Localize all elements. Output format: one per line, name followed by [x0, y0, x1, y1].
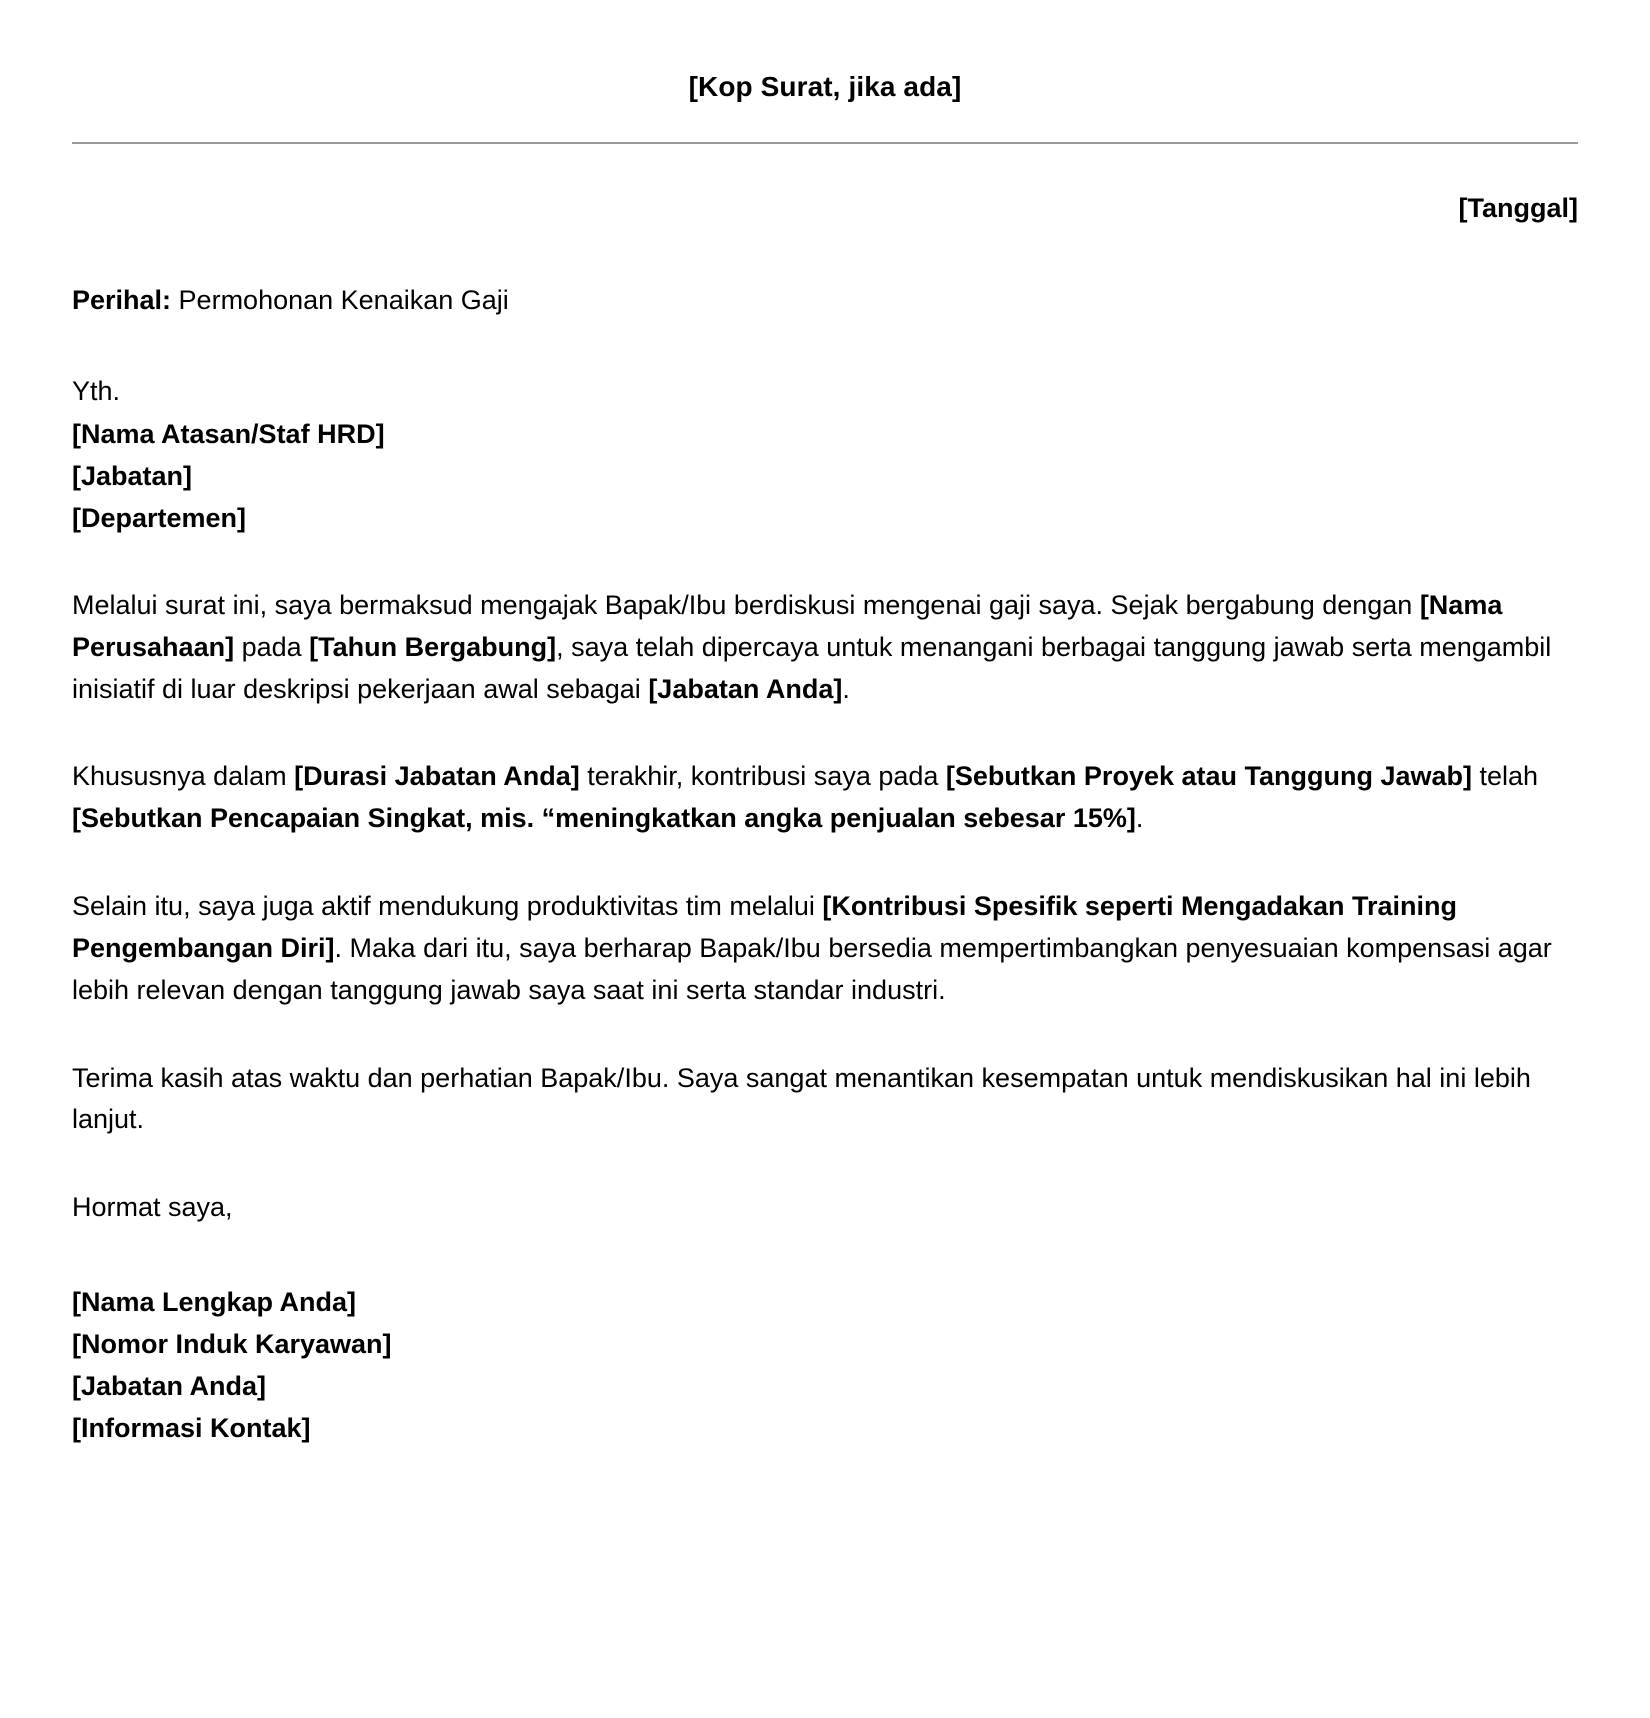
p1-text-2: pada: [234, 631, 310, 662]
p1-text-4: .: [842, 673, 850, 704]
addressee-position: [Jabatan]: [72, 460, 193, 491]
signature-name: [Nama Lengkap Anda]: [72, 1287, 357, 1318]
p3-placeholder-specific-contribution: [Kontribusi Spesifik seperti Mengadakan Training Pengembangan Diri]: [72, 891, 1458, 963]
subject-label: Perihal:: [72, 285, 172, 316]
p2-text-2: terakhir, kontribusi saya pada: [579, 761, 946, 792]
p1-text-1: Melalui surat ini, saya bermaksud mengajak Bapak/Ibu berdiskusi mengenai gaji saya. Sejak bergabung dengan: [72, 589, 1420, 620]
p2-placeholder-achievement: [Sebutkan Pencapaian Singkat, mis. “meningkatkan angka penjualan sebesar 15%]: [72, 803, 1136, 834]
p1-placeholder-your-position: [Jabatan Anda]: [648, 673, 843, 704]
date-field: [Tanggal]: [1458, 192, 1578, 223]
addressee-block: [72, 370, 1578, 538]
p2-text-4: .: [1135, 803, 1144, 834]
subject-line: [72, 283, 1578, 318]
p2-placeholder-project: [Sebutkan Proyek atau Tanggung Jawab]: [945, 761, 1472, 792]
header-divider: [72, 142, 1578, 144]
p1-placeholder-company: [Nama Perusahaan]: [72, 589, 1503, 662]
p1-text-3: , saya telah dipercaya untuk menangani berbagai tanggung jawab serta mengambil inisiatif di luar deskripsi pekerjaan awal sebagai: [72, 631, 1552, 704]
subject-value: Permohonan Kenaikan Gaji: [171, 285, 509, 316]
signature-employee-id: [Nomor Induk Karyawan]: [72, 1329, 392, 1360]
signature-block: [72, 1281, 1578, 1449]
p3-text-1: Selain itu, saya juga aktif mendukung produktivitas tim melalui: [72, 891, 823, 922]
signature-contact: [Informasi Kontak]: [72, 1413, 311, 1444]
letterhead-title: [Kop Surat, jika ada]: [688, 71, 962, 102]
p1-placeholder-join-year: [Tahun Bergabung]: [309, 631, 557, 662]
p2-placeholder-tenure: [Durasi Jabatan Anda]: [294, 761, 580, 792]
p4-text-1: Terima kasih atas waktu dan perhatian Bapak/Ibu. Saya sangat menantikan kesempatan untuk mendiskusikan hal ini lebih lanjut.: [72, 1062, 1531, 1135]
paragraph-contributions: [72, 756, 1578, 840]
addressee-name: [Nama Atasan/Staf HRD]: [72, 418, 385, 449]
paragraph-thanks: [72, 1058, 1578, 1142]
p2-text-3: telah: [1472, 761, 1539, 792]
closing-salutation: Hormat saya,: [72, 1192, 233, 1223]
addressee-department: [Departemen]: [72, 502, 247, 533]
paragraph-intro: [72, 585, 1578, 711]
p2-text-1: Khususnya dalam: [72, 761, 295, 792]
paragraph-request: [72, 886, 1578, 1012]
addressee-salutation: Yth.: [72, 376, 121, 407]
p3-text-2: . Maka dari itu, saya berharap Bapak/Ibu bersedia mempertimbangkan penyesuaian kompensasi agar lebih relevan dengan tanggung jawab saya saat ini serta standar industri.: [72, 932, 1552, 1005]
signature-position: [Jabatan Anda]: [72, 1371, 267, 1402]
